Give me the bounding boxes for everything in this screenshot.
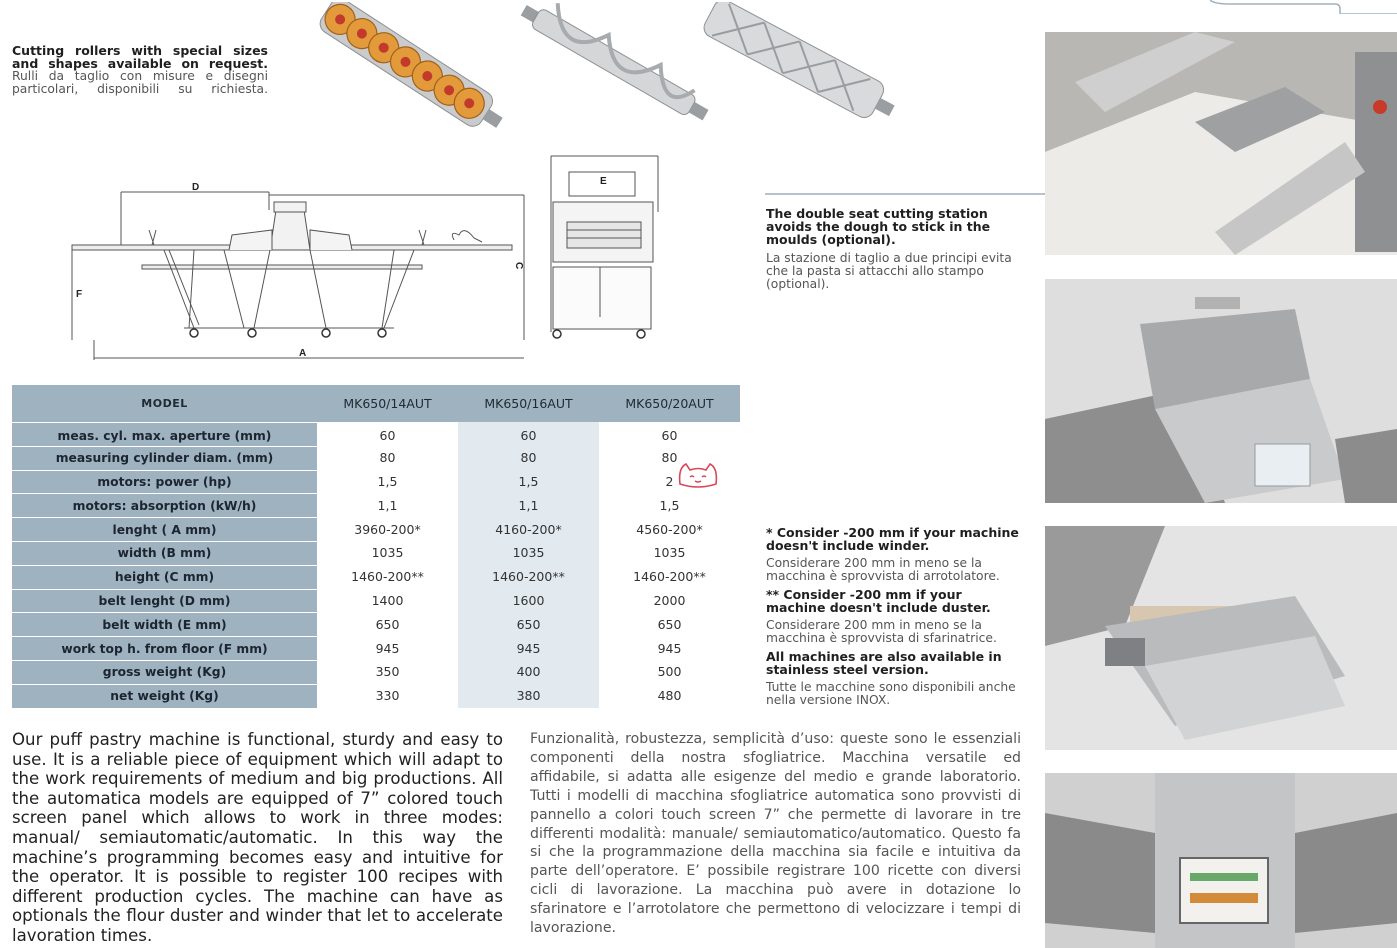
cell: 650 — [458, 612, 599, 636]
cell: 4560-200* — [636, 521, 703, 537]
cell: 500 — [657, 664, 682, 680]
row-label: height (C mm) — [12, 565, 317, 589]
cell: 1460-200** — [351, 569, 424, 585]
cell: 1,1 — [458, 493, 599, 517]
header-model: MODEL — [12, 385, 317, 422]
row-label: lenght ( A mm) — [12, 517, 317, 541]
cell: 80 — [379, 450, 396, 466]
table-row — [12, 565, 740, 589]
cell: 1,5 — [377, 473, 398, 489]
header-model-14: MK650/14AUT — [317, 385, 458, 422]
rollers-caption — [12, 44, 268, 96]
table-row — [12, 493, 740, 517]
row-label: belt width (E mm) — [12, 612, 317, 636]
dim-label-c: C — [513, 262, 524, 270]
photo-touch-screen — [1045, 773, 1397, 948]
station-caption-it: La stazione di taglio a due principi evita che la pasta si attacchi allo stampo (optional). — [766, 251, 1012, 291]
row-label: motors: absorption (kW/h) — [12, 493, 317, 517]
dim-label-a: A — [299, 348, 307, 359]
cell: 80 — [458, 446, 599, 470]
cell: 1,5 — [458, 470, 599, 494]
technical-drawing-front-view — [545, 152, 663, 347]
note-winder-it: Considerare 200 mm in meno se la macchina è sprovvista di arrotolatore. — [766, 556, 1000, 583]
row-label: width (B mm) — [12, 541, 317, 565]
cell: 1460-200** — [458, 565, 599, 589]
cell: 3960-200* — [354, 521, 421, 537]
table-row — [12, 660, 740, 684]
note-inox-en: All machines are also available in stainless steel version. — [766, 649, 1002, 677]
row-label: measuring cylinder diam. (mm) — [12, 446, 317, 470]
row-label: gross weight (Kg) — [12, 660, 317, 684]
table-row — [12, 517, 740, 541]
table-row — [12, 684, 740, 708]
cat-watermark-icon — [672, 458, 724, 490]
row-label: motors: power (hp) — [12, 470, 317, 494]
cell: 400 — [458, 660, 599, 684]
roller-image-lattice — [690, 2, 910, 122]
cell: 1,5 — [659, 497, 680, 513]
cell: 1400 — [371, 592, 404, 608]
specifications-table — [12, 385, 740, 708]
rollers-caption-en: Cutting rollers with special sizes and shapes available on request. — [12, 43, 268, 71]
cell: 1,1 — [377, 497, 398, 513]
cell: 1035 — [653, 545, 686, 561]
description-it: Funzionalità, robustezza, semplicità d’uso: queste sono le essenziali componenti della nostra sfogliatrice. Macchina versatile ed affidabile, si adatta alle esigenze del medio e grande laboratorio. Tutti i modelli di macchina sfogliatrice automatica sono provvisti di pannello a colori touch screen 7” che permette di lavorare in tre differenti modalità: manuale/ semiautomatico/automatico. Questo fa si che la programmazione della macchina sia facile e intuitiva da parte dell’operatore. E’ possibile registrare 100 ricette con diversi cicli di lavorazione. La macchina può avere in dotazione lo sfarinatore e l’arrotolatore che permettono di velocizzare i tempi di lavorazione. — [530, 731, 1021, 937]
description-en: Our puff pastry machine is functional, sturdy and easy to use. It is a reliable piece of equipment which will adapt to the work requirements of medium and big productions. All the automatica models are equipped of 7” colored touch screen panel which allows to work in three modes: manual/ semiautomatic/automatic. In this way the machine’s programming becomes easy and intuitive for the operator. It is possible to register 100 recipes with different production cycles. The machine can have as optionals the flour duster and winder that let to accelerate lavoration times. — [12, 730, 503, 945]
notes-block — [766, 524, 1024, 712]
cell: 1035 — [458, 541, 599, 565]
header-model-20: MK650/20AUT — [599, 385, 740, 422]
cell: 945 — [657, 640, 682, 656]
divider-line — [765, 193, 1045, 195]
row-label: meas. cyl. max. aperture (mm) — [12, 422, 317, 446]
cell: 650 — [375, 616, 400, 632]
note-winder-en: * Consider -200 mm if your machine doesn't include winder. — [766, 525, 1019, 553]
table-row — [12, 541, 740, 565]
rollers-caption-it: Rulli da taglio con misure e disegni particolari, disponibili su richiesta. — [12, 69, 268, 96]
dim-label-e: E — [600, 176, 607, 187]
note-inox-it: Tutte le macchine sono disponibili anche nella versione INOX. — [766, 680, 1016, 707]
table-row — [12, 446, 740, 470]
table-header-row — [12, 385, 740, 422]
cell: 2000 — [653, 592, 686, 608]
row-label: belt lenght (D mm) — [12, 589, 317, 613]
photo-winder — [1045, 526, 1397, 750]
cell: 80 — [661, 450, 678, 466]
cell: 330 — [375, 688, 400, 704]
station-caption — [766, 207, 1026, 291]
note-duster-en: ** Consider -200 mm if your machine doesn't include duster. — [766, 587, 991, 615]
cell: 945 — [458, 636, 599, 660]
row-label: net weight (Kg) — [12, 684, 317, 708]
table-row — [12, 612, 740, 636]
dim-label-d: D — [192, 182, 200, 193]
cell: 60 — [379, 427, 396, 443]
cell: 2 — [665, 473, 674, 489]
table-row — [12, 636, 740, 660]
station-caption-en: The double seat cutting station avoids the dough to stick in the moulds (optional). — [766, 206, 991, 247]
header-model-16: MK650/16AUT — [458, 385, 599, 422]
table-row — [12, 470, 740, 494]
dim-label-f: F — [76, 289, 83, 300]
table-row — [12, 589, 740, 613]
note-duster-it: Considerare 200 mm in meno se la macchina è sprovvista di sfarinatrice. — [766, 618, 997, 645]
cell: 350 — [375, 664, 400, 680]
tab-corner-decoration — [1200, 0, 1397, 14]
cell: 1460-200** — [633, 569, 706, 585]
cell: 945 — [375, 640, 400, 656]
cell: 60 — [458, 422, 599, 446]
roller-image-flower — [300, 2, 520, 130]
photo-cutting-station — [1045, 32, 1397, 255]
cell: 1035 — [371, 545, 404, 561]
cell: 480 — [657, 688, 682, 704]
cell: 650 — [657, 616, 682, 632]
cell: 60 — [661, 427, 678, 443]
cell: 1600 — [458, 589, 599, 613]
table-row — [12, 422, 740, 446]
technical-drawing-side-view — [64, 150, 534, 365]
cell: 4160-200* — [458, 517, 599, 541]
photo-machine-panel — [1045, 279, 1397, 503]
row-label: work top h. from floor (F mm) — [12, 636, 317, 660]
cell: 380 — [458, 684, 599, 708]
